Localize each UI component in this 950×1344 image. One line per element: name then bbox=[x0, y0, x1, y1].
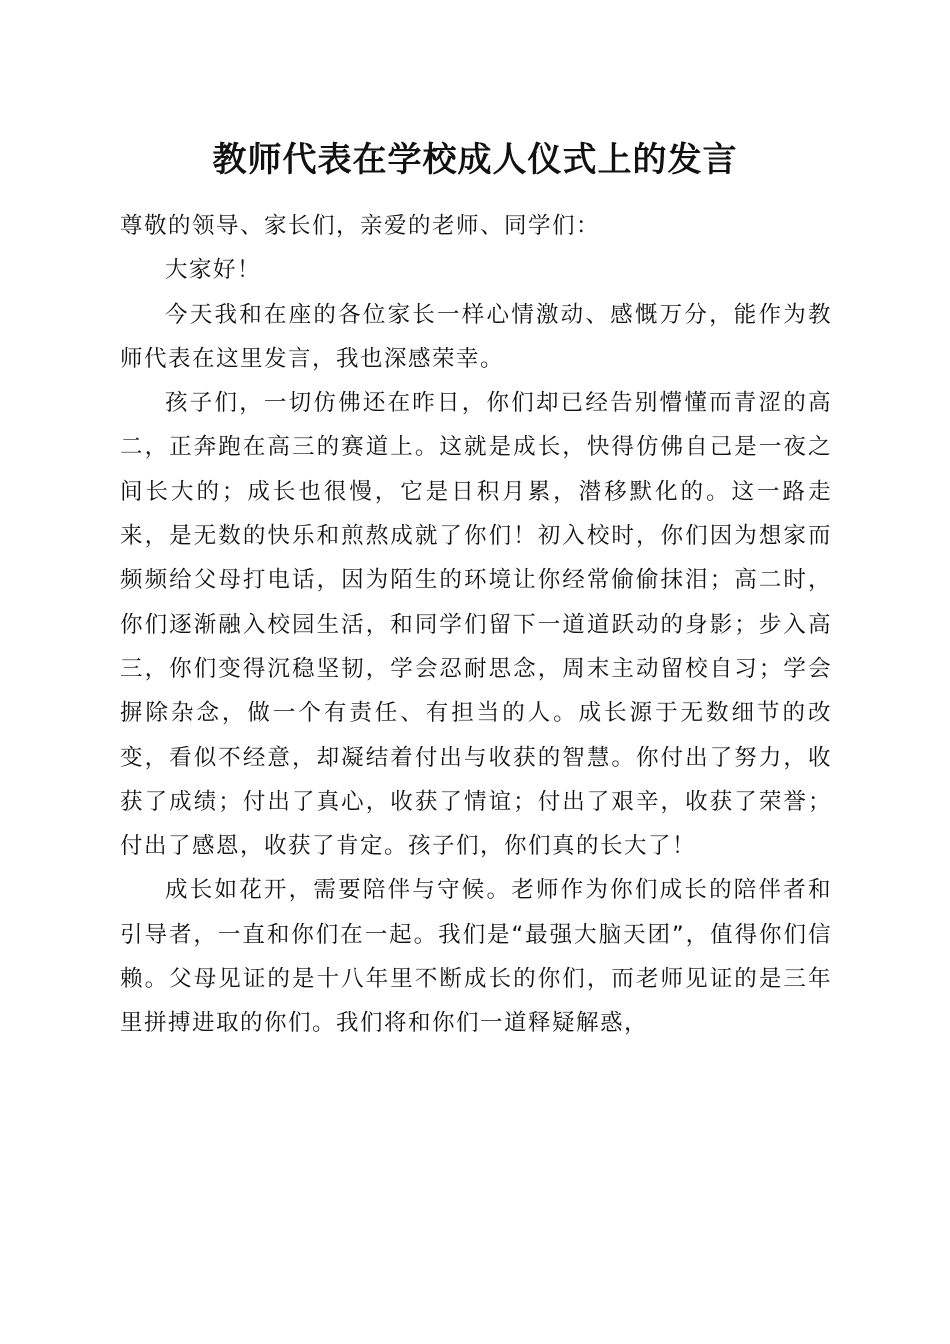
document-title: 教师代表在学校成人仪式上的发言 bbox=[212, 140, 738, 180]
paragraph-intro: 今天我和在座的各位家长一样心情激动、感慨万分，能作为教师代表在这里发言，我也深感荣幸。 bbox=[120, 301, 832, 372]
paragraph-growth: 孩子们，一切仿佛还在昨日，你们却已经告别懵懂而青涩的高二，正奔跑在高三的赛道上。这就是成长，快得仿佛自己是一夜之间长大的；成长也很慢，它是日积月累，潜移默化的。这一路走来，是无数的快乐和煎熬成就了你们！初入校时，你们因为想家而频频给父母打电话，因为陌生的环境让你经常偷偷抹泪；高二时，你们逐渐融入校园生活，和同学们留下一道道跃动的身影；步入高三，你们变得沉稳坚韧，学会忍耐思念，周末主动留校自习；学会摒除杂念，做一个有责任、有担当的人。成长源于无数细节的改变，看似不经意，却凝结着付出与收获的智慧。你付出了努力，收获了成绩；付出了真心，收获了情谊；付出了艰辛，收获了荣誉；付出了感恩，收获了肯定。孩子们，你们真的长大了！ bbox=[120, 390, 832, 860]
paragraph-companionship: 成长如花开，需要陪伴与守候。老师作为你们成长的陪伴者和引导者，一直和你们在一起。我们是“最强大脑天团”，值得你们信赖。父母见证的是十八年里不断成长的你们，而老师见证的是三年里拼搏进取的你们。我们将和你们一道释疑解惑， bbox=[120, 877, 832, 1037]
document-body bbox=[120, 204, 832, 1046]
salutation: 尊敬的领导、家长们，亲爱的老师、同学们： bbox=[120, 213, 601, 239]
paragraph-greeting: 大家好！ bbox=[165, 257, 262, 284]
